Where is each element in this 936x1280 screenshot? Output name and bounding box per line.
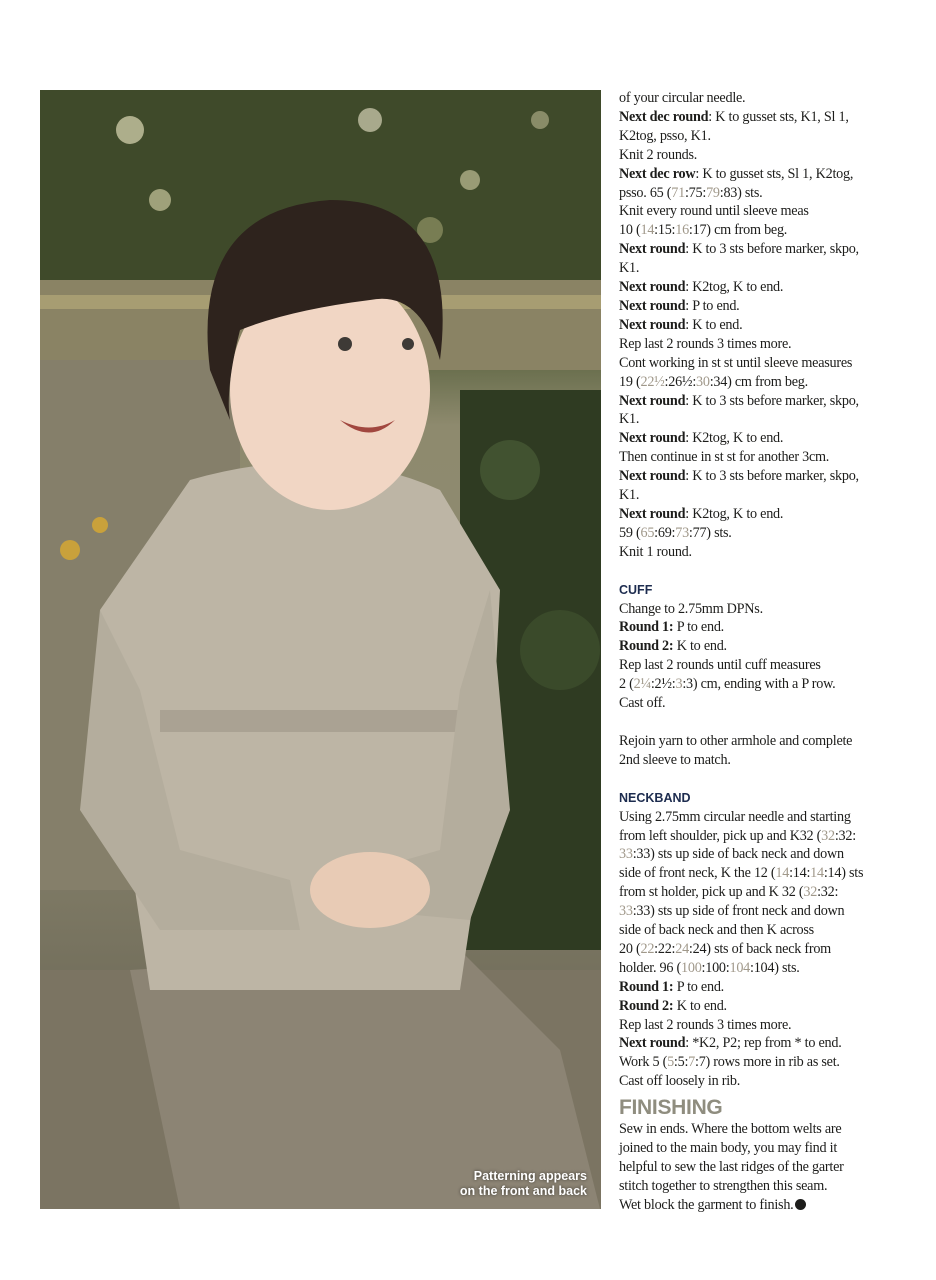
instruction-line bbox=[619, 637, 919, 656]
instruction-text: Rep last 2 rounds 3 times more. bbox=[619, 335, 792, 352]
instruction-text: : P to end. bbox=[685, 297, 740, 314]
instruction-label: Next round bbox=[619, 241, 686, 258]
instruction-line bbox=[619, 486, 919, 505]
instruction-text: :33) sts up side of front neck and down bbox=[632, 903, 845, 920]
instruction-text: :15: bbox=[654, 222, 676, 239]
photo-illustration bbox=[40, 90, 601, 1209]
instruction-text: of your circular needle. bbox=[619, 90, 746, 106]
instruction-line bbox=[619, 902, 919, 921]
size-value: 100 bbox=[681, 959, 702, 976]
instruction-label: Next round bbox=[619, 279, 686, 296]
instruction-text: stitch together to strengthen this seam. bbox=[619, 1177, 828, 1194]
instruction-text: side of back neck and then K across bbox=[619, 922, 814, 939]
size-value: 24 bbox=[675, 940, 689, 957]
instruction-text: K to end. bbox=[673, 638, 727, 655]
instruction-text: :17) cm from beg. bbox=[688, 222, 788, 239]
instruction-line bbox=[619, 921, 919, 940]
instruction-text: : K to 3 sts before marker, skpo, bbox=[685, 241, 859, 258]
instruction-text: Knit 2 rounds. bbox=[619, 146, 698, 163]
instruction-text: :34) cm from beg. bbox=[709, 373, 808, 390]
instruction-text: Then continue in st st for another 3cm. bbox=[619, 449, 830, 466]
instruction-line bbox=[619, 429, 919, 448]
instruction-text: 10 ( bbox=[619, 222, 641, 239]
instruction-text: P to end. bbox=[673, 978, 724, 995]
instruction-text: :14) sts bbox=[823, 865, 864, 882]
instruction-line bbox=[619, 524, 919, 543]
size-value: 14 bbox=[640, 222, 655, 239]
size-value: 7 bbox=[688, 1054, 695, 1071]
instruction-text: :104) sts. bbox=[750, 959, 800, 976]
child-sweater-photo bbox=[40, 90, 601, 1209]
instruction-text: : K to gusset sts, Sl 1, K2tog, bbox=[695, 165, 854, 182]
instruction-text: : K2tog, K to end. bbox=[685, 430, 784, 447]
instruction-line bbox=[619, 845, 919, 864]
instruction-text: Work 5 ( bbox=[619, 1054, 668, 1071]
size-value: 65 bbox=[640, 524, 655, 541]
instruction-text: : *K2, P2; rep from * to end. bbox=[685, 1035, 842, 1052]
instruction-text: : K2tog, K to end. bbox=[685, 279, 784, 296]
instruction-text: :22: bbox=[654, 940, 676, 957]
instruction-line bbox=[619, 694, 919, 713]
instruction-text: from st holder, pick up and K 32 ( bbox=[619, 884, 804, 901]
instruction-text: Cast off loosely in rib. bbox=[619, 1073, 741, 1090]
size-value: 104 bbox=[729, 959, 750, 976]
sleeve-instructions bbox=[619, 89, 919, 562]
instruction-line bbox=[619, 505, 919, 524]
instruction-line bbox=[619, 354, 919, 373]
cuff-heading: CUFF bbox=[619, 582, 653, 597]
instruction-line bbox=[619, 448, 919, 467]
instruction-text: : K to end. bbox=[685, 316, 743, 333]
photo-caption bbox=[460, 1169, 587, 1199]
instruction-line bbox=[619, 808, 919, 827]
instruction-text: P to end. bbox=[673, 619, 724, 636]
instruction-text: K1. bbox=[619, 487, 640, 504]
instruction-line bbox=[619, 221, 919, 240]
size-value: 5 bbox=[667, 1054, 674, 1071]
instruction-label: Next round bbox=[619, 1035, 686, 1052]
size-value: 33 bbox=[619, 846, 633, 863]
instruction-text: Knit every round until sleeve meas bbox=[619, 203, 809, 220]
instruction-text: :32: bbox=[817, 884, 839, 901]
instruction-text: K1. bbox=[619, 411, 640, 428]
size-value: 71 bbox=[671, 184, 685, 201]
instruction-line bbox=[619, 410, 919, 429]
instruction-text: :3) cm, ending with a P row. bbox=[682, 676, 836, 693]
instruction-text: 19 ( bbox=[619, 373, 641, 390]
finishing-instructions bbox=[619, 1120, 919, 1215]
instruction-text: :24) sts of back neck from bbox=[688, 940, 831, 957]
instruction-line bbox=[619, 1034, 919, 1053]
instruction-text: K1. bbox=[619, 260, 640, 277]
instruction-line bbox=[619, 864, 919, 883]
instruction-text: : K to 3 sts before marker, skpo, bbox=[685, 392, 859, 409]
instruction-label: Next round bbox=[619, 505, 686, 522]
instruction-line bbox=[619, 656, 919, 675]
rejoin-instructions bbox=[619, 732, 919, 770]
instruction-line bbox=[619, 1196, 919, 1215]
instruction-line bbox=[619, 278, 919, 297]
instruction-line bbox=[619, 127, 919, 146]
finishing-heading: FINISHING bbox=[619, 1096, 723, 1120]
instruction-text: 2 ( bbox=[619, 676, 634, 693]
instruction-line bbox=[619, 146, 919, 165]
instruction-line bbox=[619, 978, 919, 997]
instruction-line bbox=[619, 827, 919, 846]
instruction-text: joined to the main body, you may find it bbox=[619, 1140, 838, 1157]
size-value: 32 bbox=[803, 884, 818, 901]
size-value: 32 bbox=[821, 827, 835, 844]
cuff-instructions bbox=[619, 600, 919, 713]
instruction-text: :100: bbox=[701, 959, 730, 976]
instruction-label: Next round bbox=[619, 392, 686, 409]
size-value: 30 bbox=[696, 373, 710, 390]
size-value: 2¼ bbox=[633, 676, 651, 693]
instruction-text: :33) sts up side of back neck and down bbox=[632, 846, 844, 863]
instruction-line bbox=[619, 600, 919, 619]
instruction-label: Next round bbox=[619, 316, 686, 333]
neckband-instructions bbox=[619, 808, 919, 1092]
size-value: 73 bbox=[675, 524, 689, 541]
instruction-line bbox=[619, 89, 919, 108]
instruction-text: : K2tog, K to end. bbox=[685, 505, 784, 522]
size-value: 79 bbox=[706, 184, 720, 201]
instruction-text: :2½: bbox=[650, 676, 676, 693]
instruction-label: Round 1: bbox=[619, 619, 674, 636]
instruction-text: from left shoulder, pick up and K32 ( bbox=[619, 827, 822, 844]
instruction-line bbox=[619, 297, 919, 316]
instruction-text: Rejoin yarn to other armhole and complete bbox=[619, 732, 853, 749]
instruction-text: psso. 65 ( bbox=[619, 184, 672, 201]
instruction-line bbox=[619, 1120, 919, 1139]
instruction-line bbox=[619, 108, 919, 127]
instruction-text: side of front neck, K the 12 ( bbox=[619, 865, 776, 882]
neckband-heading: NECKBAND bbox=[619, 790, 691, 805]
instruction-line bbox=[619, 1053, 919, 1072]
size-value: 3 bbox=[675, 676, 683, 693]
instruction-text: :5: bbox=[673, 1054, 689, 1071]
instruction-text: Cast off. bbox=[619, 695, 666, 712]
instruction-text: : K to 3 sts before marker, skpo, bbox=[685, 468, 859, 485]
instruction-label: Next dec round bbox=[619, 108, 709, 125]
instruction-label: Round 2: bbox=[619, 638, 674, 655]
instruction-text: Using 2.75mm circular needle and starting bbox=[619, 808, 851, 825]
instruction-label: Next dec row bbox=[619, 165, 696, 182]
instruction-text: Change to 2.75mm DPNs. bbox=[619, 600, 763, 617]
size-value: 22½ bbox=[640, 373, 665, 390]
size-value: 33 bbox=[619, 903, 633, 920]
instruction-label: Next round bbox=[619, 297, 686, 314]
size-value: 14 bbox=[810, 865, 824, 882]
instruction-text: :77) sts. bbox=[688, 524, 732, 541]
instruction-line bbox=[619, 959, 919, 978]
instruction-line bbox=[619, 618, 919, 637]
instruction-line bbox=[619, 1177, 919, 1196]
instruction-line bbox=[619, 335, 919, 354]
instruction-line bbox=[619, 316, 919, 335]
instruction-line bbox=[619, 240, 919, 259]
caption-line-1: Patterning appears bbox=[473, 1169, 587, 1183]
instruction-line bbox=[619, 1072, 919, 1091]
instruction-line bbox=[619, 467, 919, 486]
instruction-line bbox=[619, 543, 919, 562]
instruction-text: :14: bbox=[789, 865, 811, 882]
instruction-line bbox=[619, 184, 919, 203]
instruction-text: :7) rows more in rib as set. bbox=[695, 1054, 840, 1071]
caption-line-2: on the front and back bbox=[459, 1184, 587, 1198]
instruction-line bbox=[619, 883, 919, 902]
instruction-text: 20 ( bbox=[619, 940, 641, 957]
pattern-instructions-column bbox=[619, 89, 919, 1215]
instruction-line bbox=[619, 1016, 919, 1035]
instruction-text: :32: bbox=[834, 827, 856, 844]
instruction-text: Cont working in st st until sleeve measures bbox=[619, 354, 853, 371]
instruction-text: 2nd sleeve to match. bbox=[619, 751, 731, 768]
instruction-line bbox=[619, 392, 919, 411]
instruction-text: Knit 1 round. bbox=[619, 543, 692, 560]
instruction-text: Rep last 2 rounds until cuff measures bbox=[619, 657, 821, 674]
end-of-pattern-icon bbox=[795, 1199, 806, 1210]
instruction-line bbox=[619, 675, 919, 694]
instruction-line bbox=[619, 373, 919, 392]
instruction-line bbox=[619, 732, 919, 751]
instruction-line bbox=[619, 1158, 919, 1177]
size-value: 16 bbox=[675, 222, 689, 239]
instruction-line bbox=[619, 202, 919, 221]
instruction-line bbox=[619, 751, 919, 770]
instruction-text: :69: bbox=[654, 524, 676, 541]
instruction-text: K to end. bbox=[673, 997, 727, 1014]
instruction-line bbox=[619, 1139, 919, 1158]
instruction-line bbox=[619, 259, 919, 278]
instruction-text: :75: bbox=[684, 184, 707, 201]
instruction-label: Next round bbox=[619, 430, 686, 447]
instruction-line bbox=[619, 165, 919, 184]
instruction-text: K2tog, psso, K1. bbox=[619, 127, 711, 144]
instruction-text: Wet block the garment to finish. bbox=[619, 1196, 794, 1213]
instruction-text: :26½: bbox=[664, 373, 697, 390]
instruction-line bbox=[619, 997, 919, 1016]
instruction-label: Round 2: bbox=[619, 997, 674, 1014]
instruction-text: 59 ( bbox=[619, 524, 641, 541]
instruction-text: helpful to sew the last ridges of the garter bbox=[619, 1159, 844, 1176]
size-value: 22 bbox=[640, 940, 655, 957]
size-value: 14 bbox=[775, 865, 790, 882]
instruction-line bbox=[619, 940, 919, 959]
instruction-text: Rep last 2 rounds 3 times more. bbox=[619, 1016, 792, 1033]
instruction-label: Round 1: bbox=[619, 978, 674, 995]
instruction-text: Sew in ends. Where the bottom welts are bbox=[619, 1121, 842, 1138]
instruction-label: Next round bbox=[619, 468, 686, 485]
instruction-text: holder. 96 ( bbox=[619, 959, 682, 976]
instruction-text: :83) sts. bbox=[719, 184, 763, 201]
instruction-text: : K to gusset sts, K1, Sl 1, bbox=[708, 108, 849, 125]
